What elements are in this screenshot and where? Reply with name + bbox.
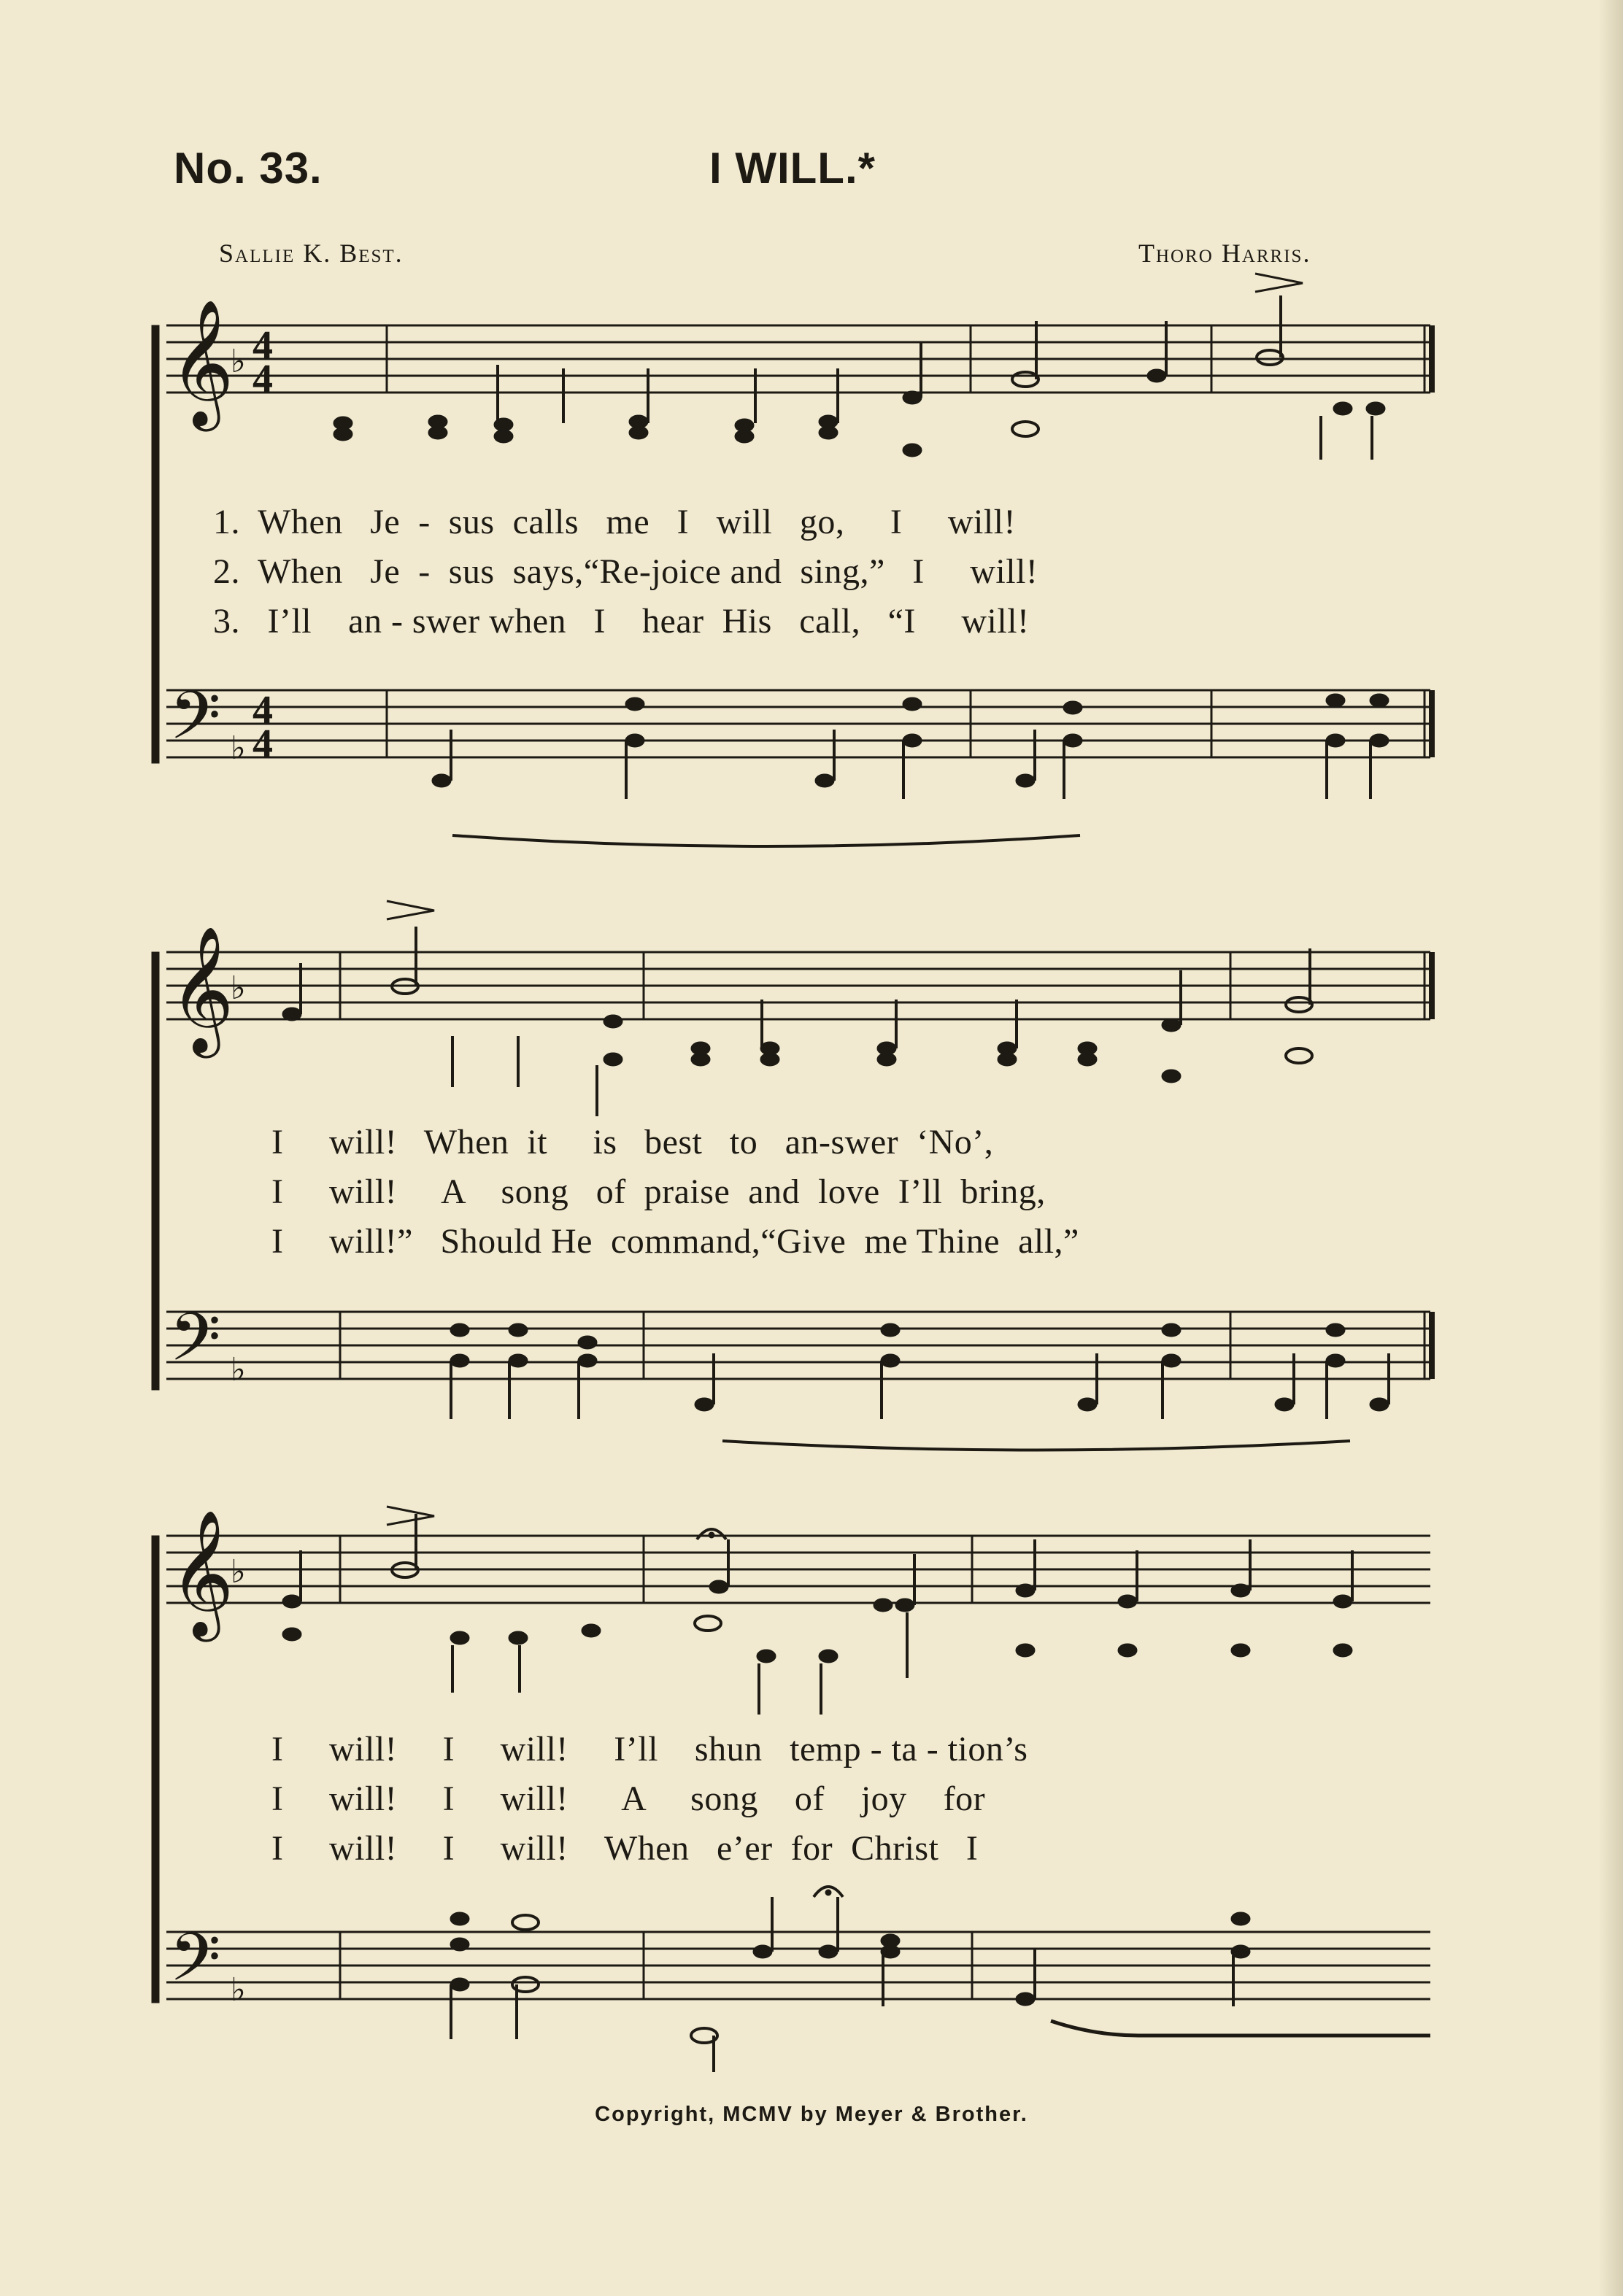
- s1-verse-1: 1. When Je - sus calls me I will go, I will!: [213, 503, 1016, 541]
- system-1-treble-staff: [166, 325, 1430, 393]
- system-2-treble-notes: [282, 979, 1312, 1083]
- s3-verse-2: I will! I will! A song of joy for: [271, 1779, 986, 1818]
- system-1-bracket: [152, 325, 159, 763]
- treble-clef-icon: 𝄞: [169, 1510, 234, 1636]
- system-1-bass-staff: [166, 690, 1430, 757]
- time-signature-bottom: 4: [252, 722, 273, 767]
- flat-sign-icon: ♭: [231, 730, 246, 766]
- fermata-dot: [825, 1890, 831, 1895]
- fermata-dot: [709, 1532, 714, 1538]
- s2-verse-1: I will! When it is best to an-swer ‘No’,: [271, 1123, 994, 1161]
- system-2-bass-staff: [166, 1312, 1430, 1379]
- s3-verse-3: I will! I will! When e’er for Christ I: [271, 1829, 979, 1868]
- s1-verse-3: 3. I’ll an - swer when I hear His call, “I will!: [213, 602, 1030, 641]
- system-2-stems: [301, 927, 1310, 1116]
- s2-verse-2: I will! A song of praise and love I’ll bring,: [271, 1172, 1046, 1211]
- treble-clef-icon: 𝄞: [169, 299, 234, 426]
- flat-sign-icon: ♭: [231, 1554, 246, 1590]
- hymn-title: I WILL.*: [709, 144, 876, 193]
- accent-mark-icon: [387, 1507, 434, 1525]
- time-signature-bottom: 4: [252, 357, 273, 402]
- system-1-tie: [452, 835, 1080, 846]
- s3-verse-1: I will! I will! I’ll shun temp - ta - tion’s: [271, 1730, 1028, 1769]
- flat-sign-icon: ♭: [231, 344, 246, 379]
- system-3-treble-notes: [282, 1563, 1352, 1663]
- flat-sign-icon: ♭: [231, 1352, 246, 1388]
- time-signature-top: 4: [252, 688, 273, 733]
- accent-mark-icon: [1255, 274, 1303, 292]
- accent-mark-icon: [387, 901, 434, 919]
- flat-sign-icon: ♭: [231, 970, 246, 1006]
- copyright-notice: Copyright, MCMV by Meyer & Brother.: [595, 2103, 1028, 2126]
- system-2-tie: [722, 1441, 1350, 1450]
- bass-clef-icon: 𝄢: [169, 677, 221, 770]
- system-2-bracket: [152, 952, 159, 1390]
- system-3-bass-stems: [451, 1897, 1233, 2072]
- system-3-bass-staff: [166, 1932, 1430, 1999]
- system-1-treble-notes: [334, 350, 1385, 457]
- system-3-stems: [301, 1514, 1352, 1715]
- system-3-bracket: [152, 1536, 159, 2003]
- composer-credit: Thoro Harris.: [1138, 239, 1311, 268]
- system-2-barlines: [340, 952, 1432, 1379]
- bass-clef-icon: 𝄢: [169, 1919, 221, 2012]
- s1-verse-2: 2. When Je - sus says,“Re-joice and sing,” I will!: [213, 552, 1038, 591]
- s2-verse-3: I will!” Should He command,“Give me Thine all,”: [271, 1222, 1079, 1261]
- treble-clef-icon: 𝄞: [169, 926, 234, 1053]
- flat-sign-icon: ♭: [231, 1972, 246, 2008]
- time-signature-top: 4: [252, 323, 273, 368]
- author-credit: Sallie K. Best.: [219, 239, 404, 268]
- bass-clef-icon: 𝄢: [169, 1299, 221, 1392]
- system-3-tie: [1051, 2021, 1430, 2036]
- system-1-stems: [498, 295, 1372, 460]
- hymn-number: No. 33.: [174, 144, 323, 193]
- system-2-bass-notes: [450, 1323, 1389, 1411]
- system-2-treble-staff: [166, 952, 1430, 1019]
